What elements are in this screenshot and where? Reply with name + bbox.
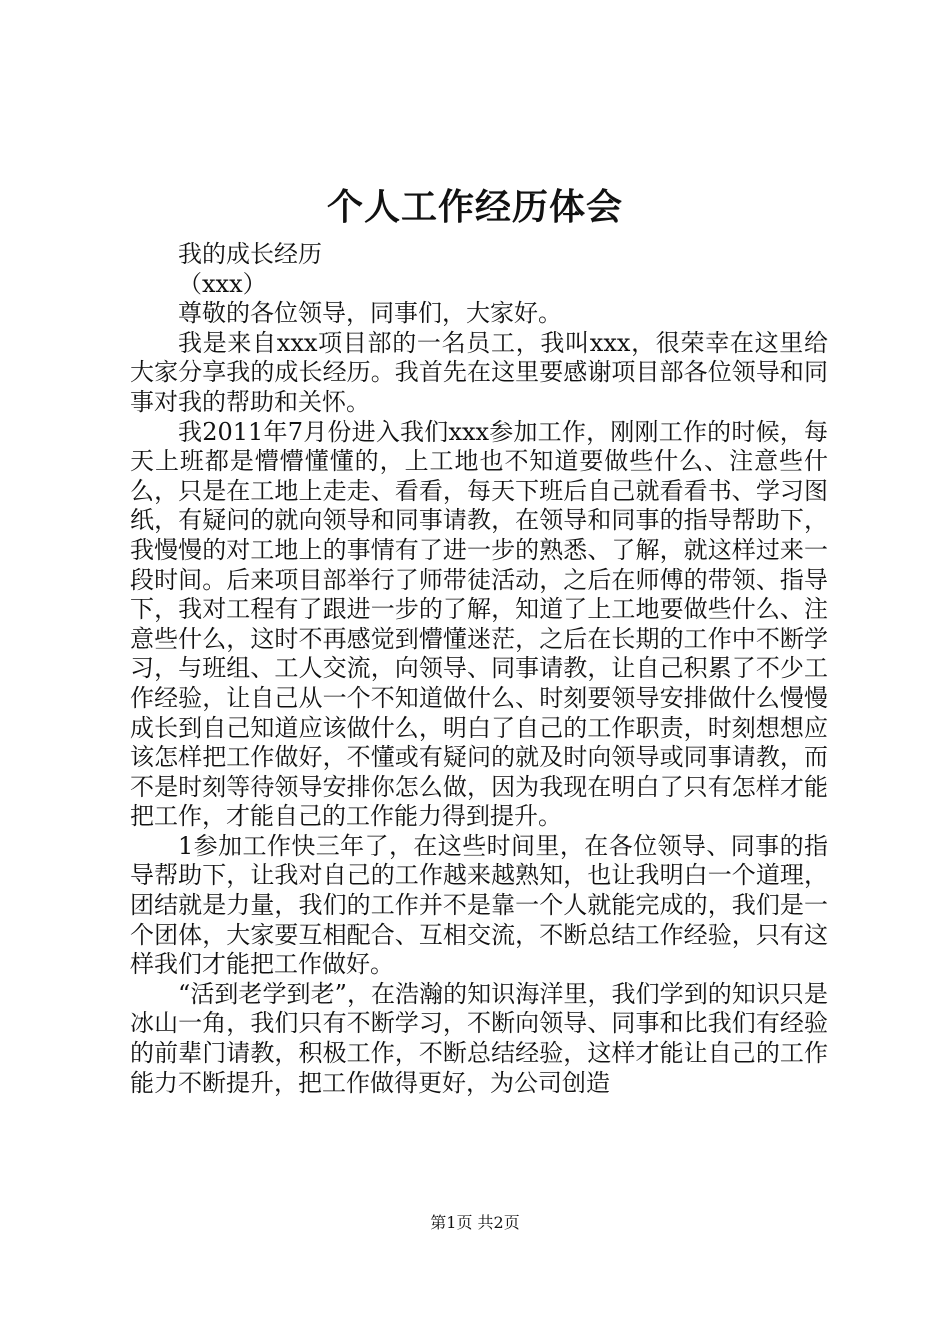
- paragraph-greeting: 尊敬的各位领导，同事们，大家好。: [178, 299, 562, 328]
- document-body: [130, 240, 828, 1098]
- paragraph-subtitle: 我的成长经历: [178, 240, 322, 268]
- document-title: 个人工作经历体会: [326, 186, 623, 228]
- page-footer: 第1页 共2页: [430, 1213, 520, 1232]
- paragraph-learning: “活到老学到老”，在浩瀚的知识海洋里，我们学到的知识只是冰山一角，我们只有不断学习，不断向领导、同事和比我们有经验的前辈门请教，积极工作，不断总结经验，这样才能让自己的工作能力不断提升，把工作做得更好，为公司创造: [130, 979, 828, 1097]
- paragraph-teamwork: 1参加工作快三年了，在这些时间里，在各位领导、同事的指导帮助下，让我对自己的工作越来越熟知，也让我明白一个道理，团结就是力量，我们的工作并不是靠一个人就能完成的，我们是一个团体，大家要互相配合、互相交流，不断总结工作经验，只有这样我们才能把工作做好。: [130, 831, 828, 979]
- paragraph-intro: 我是来自xxx项目部的一名员工，我叫xxx，很荣幸在这里给大家分享我的成长经历。我首先在这里要感谢项目部各位领导和同事对我的帮助和关怀。: [130, 328, 828, 416]
- paragraph-author: （xxx）: [178, 269, 267, 298]
- paragraph-experience: 我2011年7月份进入我们xxx参加工作，刚刚工作的时候，每天上班都是懵懵懂懂的，上工地也不知道要做些什么、注意些什么，只是在工地上走走、看看，每天下班后自己就看看书、学习图纸，有疑问的就向领导和同事请教，在领导和同事的指导帮助下，我慢慢的对工地上的事情有了进一步的熟悉、了解，就这样过来一段时间。后来项目部举行了师带徒活动，之后在师傅的带领、指导下，我对工程有了跟进一步的了解，知道了上工地要做些什么、注意些什么，这时不再感觉到懵懂迷茫，之后在长期的工作中不断学习，与班组、工人交流，向领导、同事请教，让自己积累了不少工作经验，让自己从一个不知道做什么、时刻要领导安排做什么慢慢成长到自己知道应该做什么，明白了自己的工作职责，时刻想想应该怎样把工作做好，不懂或有疑问的就及时向领导或同事请教，而不是时刻等待领导安排你怎么做，因为我现在明白了只有怎样才能把工作，才能自己的工作能力得到提升。: [130, 417, 828, 831]
